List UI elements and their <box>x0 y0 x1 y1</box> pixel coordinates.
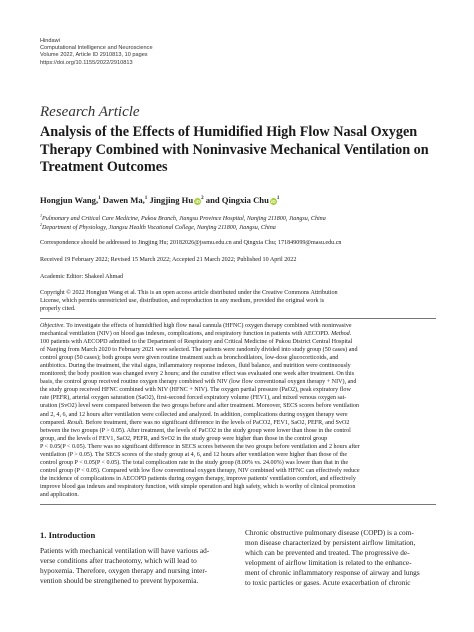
volume-line: Volume 2022, Article ID 2910813, 10 pages <box>40 52 148 59</box>
abstract-line: rate (PEFR), arterial oxygen saturation (SaO2), first-second forced expiratory volume (FEV1), and mixed venous oxygen sat- <box>40 395 347 402</box>
article-type: Research Article <box>40 104 140 120</box>
abstract-line: 100 patients with AECOPD admitted to the Department of Respiratory and Critical Medicine of Pukou District Central Hospital <box>40 339 353 346</box>
publisher-name: Hindawi <box>40 38 60 44</box>
correspondence: Correspondence should be addressed to Jingjing Hu; 20182026@jssmu.edu.cn and Qingxia Chu; 171849099@masu.edu.cn <box>40 240 342 246</box>
abstract-line: and application. <box>40 491 79 498</box>
abstract-line: ventilation (P > 0.05). The SECS scores of the study group at 4, 6, and 12 hours after ventilation were higher than those of the <box>40 451 348 458</box>
abstract-line: control group (P < 0.05). Compared with low flow conventional oxygen therapy, NIV combined with HFNC can effectively reduce <box>40 467 360 474</box>
title-line: Therapy Combined with Noninvasive Mechanical Ventilation on <box>40 141 429 158</box>
abstract-line: of Nanjing from March 2020 to February 2021 were selected. The patients were randomly divided into study group (50 cases) and <box>40 347 358 354</box>
affiliation-sup: 2 <box>201 196 204 202</box>
abstract-line: the incidence of complications in AECOPD patients during oxygen therapy, improve patients' ventilation comfort, and effectively <box>40 475 356 482</box>
abstract-label: Objective. <box>40 323 65 329</box>
abstract-line: control group (50 cases); both groups were given routine treatment such as bronchodilators, low-dose glucocorticoids, and <box>40 355 339 362</box>
affiliation-sup: 2 <box>40 222 42 227</box>
abstract-line: the study group received HFNC combined with NIV (HFNC + NIV). The oxygen partial pressure (PaO2), peak expiratory flow <box>40 387 351 394</box>
body-line: verse conditions after tracheotomy, which will lead to <box>40 555 197 565</box>
author-list <box>40 195 279 205</box>
author-name[interactable]: Jingjing Hu <box>147 195 194 205</box>
body-column-right <box>245 528 435 587</box>
abstract-line: compared. Result. Before treatment, there was no significant difference in the levels of PaCO2, FEV1, SaO2, PEFR, and SvO2 <box>40 419 350 426</box>
author-name[interactable]: Hongjun Wang, <box>40 195 99 205</box>
abstract-bottom-rule <box>40 504 436 505</box>
abstract-line: and 2, 4, 6, and 12 hours after ventilation were collected and analyzed. In addition, complications during oxygen therapy were <box>40 411 348 418</box>
body-line: hypoxemia. Therefore, oxygen therapy and nursing inter- <box>40 565 208 575</box>
abstract-line: antibiotics. During the treatment, the vital signs, inflammatory response indexes, fluid balance, and nutrition were continuously <box>40 363 351 370</box>
orcid-icon[interactable]: iD <box>271 199 276 204</box>
body-line: vention should be strengthened to prevent hypoxemia. <box>40 575 199 585</box>
body-line: which can be prevented and treated. The progressive de- <box>245 547 410 557</box>
body-line: Chronic obstructive pulmonary disease (COPD) is a com- <box>245 528 414 537</box>
journal-metadata <box>40 38 153 67</box>
publication-dates: Received 19 February 2022; Revised 15 March 2022; Accepted 21 March 2022; Published 10 April 2022 <box>40 257 297 263</box>
affiliation-text: Pulmonary and Critical Care Medicine, Pukou Branch, Jiangsu Province Hospital, Nanjing 211800, Jiangsu, China <box>42 216 326 223</box>
abstract-line: improve blood gas indexes and respiratory function, with simple operation and high safety, which is worthy of clinical promotion <box>40 483 356 490</box>
abstract-label: Method. <box>331 331 352 338</box>
body-column-left <box>40 546 230 586</box>
abstract-line: group, and the levels of FEV1, SaO2, PEFR, and SvO2 in the study group were higher than those in the control group <box>40 435 328 442</box>
affiliation-text: Department of Physiology, Jiangsu Health Vocational College, Nanjing 211800, Jiangsu, China <box>42 225 276 232</box>
abstract-label: Result. <box>67 419 84 426</box>
orcid-icon[interactable]: iD <box>195 199 200 204</box>
affiliation-sup: 1 <box>40 213 42 218</box>
abstract-line: between the two groups (P > 0.05). After treatment, the levels of PaCO2 in the study group were lower than those in the control <box>40 427 351 434</box>
abstract-line: monitored; the body position was changed every 2 hours; and the curative effect was evaluated one week after treatment. On this <box>40 371 355 378</box>
abstract-line: control group P < 0.05(P < 0.05). The total complication rate in the study group (8.00% vs. 24.00%) was lower than that in the <box>40 459 349 466</box>
doi-link[interactable]: https://doi.org/10.1155/2022/2910813 <box>40 59 133 66</box>
abstract-line: Objective. To investigate the effects of humidified high flow nasal cannula (HFNC) oxygen therapy combined with noninvasive <box>40 323 352 329</box>
abstract-line: basis, the control group received routine oxygen therapy combined with NIV (low flow conventional oxygen therapy + NIV), and <box>40 379 357 386</box>
affiliation-1 <box>40 213 326 222</box>
academic-editor: Academic Editor: Shakeel Ahmad <box>40 274 124 280</box>
body-line: to toxic particles or gases. Acute exacerbation of chronic <box>245 577 411 587</box>
body-line: Patients with mechanical ventilation will have various ad- <box>40 546 210 555</box>
title-line: Treatment Outcomes <box>40 159 168 175</box>
affiliation-sup: 1 <box>276 196 280 202</box>
copyright-notice <box>40 289 436 313</box>
copyright-line: Copyright © 2022 Hongjun Wang et al. This is an open access article distributed under the Creative Commons Attribution <box>40 290 338 296</box>
abstract <box>40 322 436 499</box>
body-line: mon disease characterized by persistent airflow limitation, <box>245 537 416 547</box>
section-heading: 1. Introduction <box>40 530 96 540</box>
abstract-line: mechanical ventilation (NIV) on blood gas indexes, complications, and respiratory function in patients with AECOPD. Method. <box>40 331 352 338</box>
affiliation-sup: 1 <box>98 196 101 202</box>
abstract-line: uration (SvO2) level were compared between the two groups before and after treatment. Moreover, SECS scores before ventilation <box>40 403 360 410</box>
abstract-line: P < 0.05(P < 0.05). There was no significant difference in SECS scores between the two groups before ventilation and 2 hours after <box>40 443 360 450</box>
body-line: velopment of airflow limitation is related to the enhance- <box>245 557 412 567</box>
copyright-line: License, which permits unrestricted use, distribution, and reproduction in any medium, provided the original work is <box>40 298 325 305</box>
abstract-top-rule <box>40 318 436 319</box>
copyright-line: properly cited. <box>40 306 76 313</box>
affiliation-sup: 1 <box>144 196 148 202</box>
author-name[interactable]: and Qingxia Chu <box>203 195 269 205</box>
body-line: ment of chronic inflammatory response of airway and lungs <box>245 567 420 577</box>
journal-name: Computational Intelligence and Neuroscience <box>40 45 153 52</box>
article-title <box>40 124 440 177</box>
title-line: Analysis of the Effects of Humidified High Flow Nasal Oxygen <box>40 124 418 140</box>
affiliation-2 <box>40 222 276 231</box>
author-name[interactable]: Dawen Ma, <box>100 195 145 205</box>
